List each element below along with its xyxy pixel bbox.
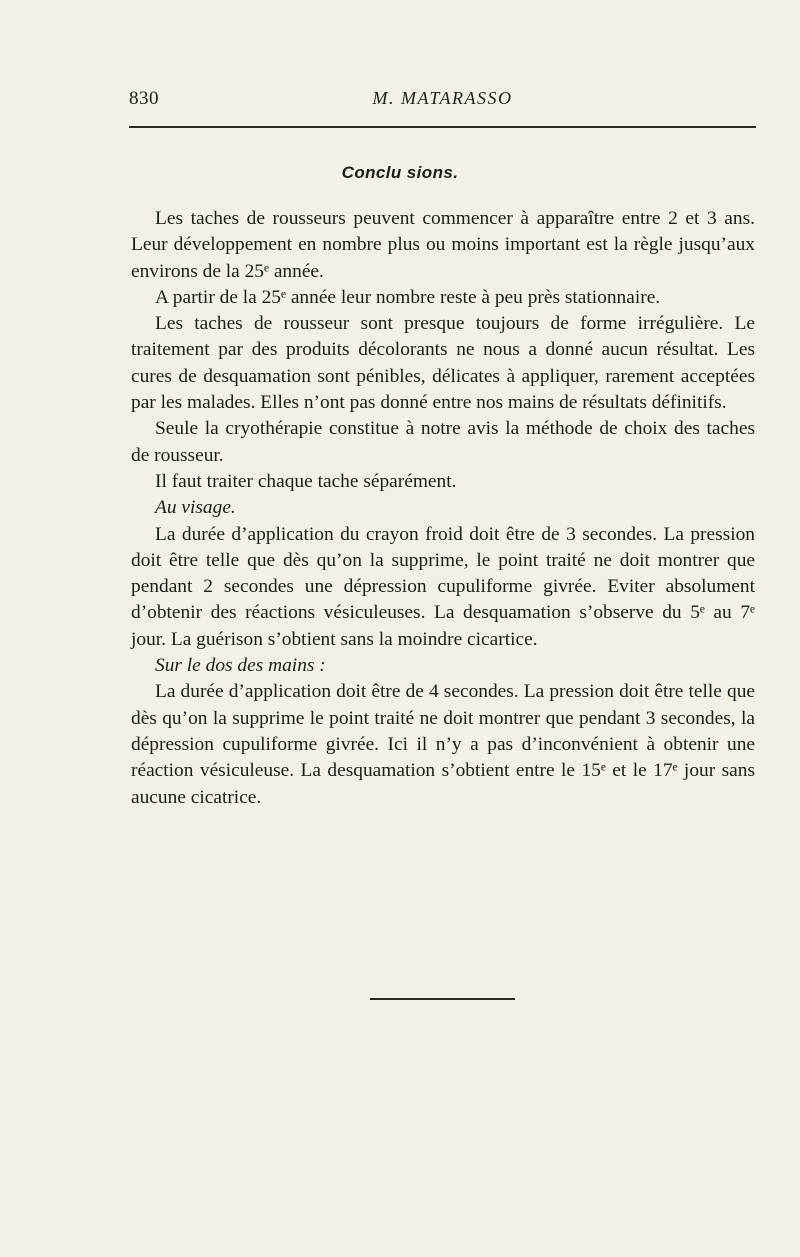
paragraph: Les taches de rousseur sont presque toujours de forme irrégulière. Le traitement par des produits décolorants ne nous a donné aucun résultat. Les cures de desquamation sont pénibles, délicates à appliquer, rarement acceptées par les malades. Elles n’ont pas donné entre nos mains de résultats définitifs.	[131, 313, 755, 414]
paragraph: La durée d’application doit être de 4 secondes. La pression doit être telle que dès qu’on la supprime le point traité ne doit montrer que pendant 3 secondes, la dépression cupuliforme givrée. Ici il n’y a pas d’inconvénient à obtenir une réaction vésiculeuse. La desquamation s’obtient entre le 15ᵉ et le 17ᵉ jour sans aucune cicatrice.	[131, 681, 755, 808]
paragraph: Seule la cryothérapie constitue à notre avis la méthode de choix des taches de rousseur.	[131, 418, 755, 466]
subheading-mains: Sur le dos des mains :	[155, 655, 326, 677]
page-number: 830	[129, 88, 159, 109]
section-title: Conclu sions.	[341, 163, 459, 182]
subheading-visage: Au visage.	[155, 497, 236, 519]
running-title: M. MATARASSO	[372, 88, 513, 108]
paragraph: Il faut traiter chaque tache séparément.	[155, 470, 457, 492]
page-header	[129, 88, 756, 118]
paragraph: La durée d’application du crayon froid doit être de 3 secondes. La pression doit être telle que dès qu’on la supprime, le point traité ne doit montrer que pendant 2 secondes une dépression cupuliforme givrée. Eviter absolument d’obtenir des réactions vésiculeuses. La desquamation s’observe du 5ᵉ au 7ᵉ jour. La guérison s’obtient sans la moindre cicartice.	[131, 523, 755, 650]
paragraph: Les taches de rousseurs peuvent commencer à apparaître entre 2 et 3 ans. Leur développement en nombre plus ou moins important est la règle jusqu’aux environs de la 25ᵉ année.	[131, 208, 755, 282]
paragraph: A partir de la 25ᵉ année leur nombre reste à peu près stationnaire.	[155, 286, 661, 308]
header-rule	[129, 126, 756, 128]
body-text	[131, 206, 755, 811]
end-rule	[370, 998, 515, 1000]
